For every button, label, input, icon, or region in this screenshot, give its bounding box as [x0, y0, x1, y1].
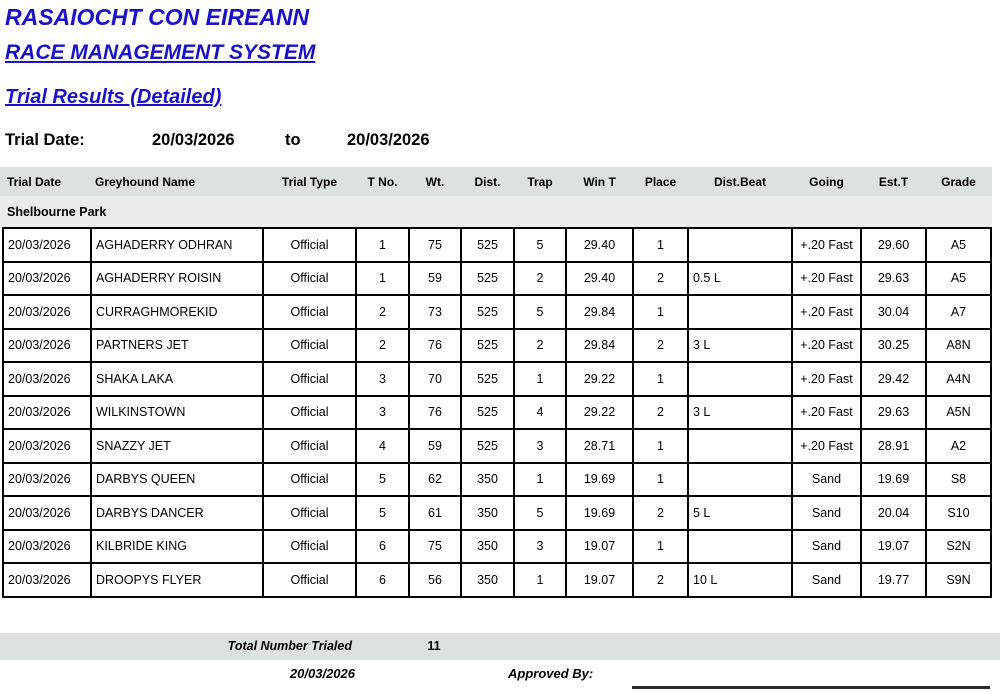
cell-trial-type: Official	[263, 262, 356, 296]
cell-trap: 1	[514, 362, 566, 396]
cell-place: 1	[633, 362, 688, 396]
footer-date: 20/03/2026	[289, 666, 355, 681]
col-header-est-t: Est.T	[878, 174, 909, 189]
cell-trial-type: Official	[263, 563, 356, 597]
cell-greyhound-name: DARBYS DANCER	[91, 496, 263, 530]
col-header-dist-beat: Dist.Beat	[713, 174, 766, 189]
col-header-going: Going	[809, 174, 844, 189]
cell-t-no: 3	[356, 396, 409, 430]
cell-grade: A5N	[926, 396, 991, 430]
cell-going: Sand	[792, 563, 861, 597]
cell-win-t: 29.22	[566, 362, 633, 396]
cell-win-t: 29.84	[566, 329, 633, 363]
cell-dist-beat	[688, 530, 792, 564]
cell-est-t: 29.63	[861, 396, 926, 430]
cell-trial-date: 20/03/2026	[3, 496, 91, 530]
cell-t-no: 2	[356, 329, 409, 363]
cell-dist-beat	[688, 429, 792, 463]
cell-place: 1	[633, 530, 688, 564]
cell-going: Sand	[792, 530, 861, 564]
cell-trap: 5	[514, 496, 566, 530]
cell-going: +.20 Fast	[792, 329, 861, 363]
cell-est-t: 19.69	[861, 463, 926, 497]
table-row	[3, 295, 991, 329]
cell-greyhound-name: CURRAGHMOREKID	[91, 295, 263, 329]
cell-win-t: 19.07	[566, 530, 633, 564]
cell-win-t: 29.40	[566, 262, 633, 296]
cell-trap: 1	[514, 563, 566, 597]
cell-trap: 5	[514, 295, 566, 329]
col-header-wt: Wt.	[425, 174, 445, 189]
cell-dist-beat: 10 L	[688, 563, 792, 597]
cell-trial-type: Official	[263, 396, 356, 430]
cell-dist-beat	[688, 295, 792, 329]
cell-grade: S10	[926, 496, 991, 530]
cell-win-t: 19.07	[566, 563, 633, 597]
trial-date-from-value: 20/03/2026	[152, 131, 235, 149]
cell-dist: 525	[461, 262, 514, 296]
cell-trap: 4	[514, 396, 566, 430]
cell-trial-date: 20/03/2026	[3, 362, 91, 396]
cell-place: 1	[633, 228, 688, 262]
table-row	[3, 496, 991, 530]
cell-place: 2	[633, 262, 688, 296]
cell-grade: A7	[926, 295, 991, 329]
cell-trial-type: Official	[263, 362, 356, 396]
table-row	[3, 463, 991, 497]
cell-est-t: 19.77	[861, 563, 926, 597]
cell-place: 2	[633, 563, 688, 597]
cell-going: +.20 Fast	[792, 295, 861, 329]
cell-dist-beat	[688, 362, 792, 396]
cell-grade: A2	[926, 429, 991, 463]
table-row	[3, 396, 991, 430]
table-row	[3, 563, 991, 597]
cell-est-t: 30.25	[861, 329, 926, 363]
cell-place: 1	[633, 463, 688, 497]
cell-dist: 525	[461, 228, 514, 262]
cell-place: 2	[633, 329, 688, 363]
cell-greyhound-name: SNAZZY JET	[91, 429, 263, 463]
cell-grade: A8N	[926, 329, 991, 363]
cell-trial-date: 20/03/2026	[3, 463, 91, 497]
cell-grade: S2N	[926, 530, 991, 564]
cell-place: 2	[633, 496, 688, 530]
cell-trial-date: 20/03/2026	[3, 429, 91, 463]
cell-trap: 2	[514, 262, 566, 296]
cell-grade: A5	[926, 262, 991, 296]
table-row	[3, 429, 991, 463]
cell-greyhound-name: AGHADERRY ODHRAN	[91, 228, 263, 262]
cell-greyhound-name: KILBRIDE KING	[91, 530, 263, 564]
totals-bar	[0, 633, 1000, 660]
trial-results-table	[2, 167, 992, 598]
cell-wt: 62	[409, 463, 461, 497]
cell-t-no: 5	[356, 496, 409, 530]
cell-wt: 59	[409, 429, 461, 463]
table-row	[3, 329, 991, 363]
cell-greyhound-name: PARTNERS JET	[91, 329, 263, 363]
cell-win-t: 29.40	[566, 228, 633, 262]
trial-date-to-word: to	[285, 131, 301, 149]
cell-greyhound-name: AGHADERRY ROISIN	[91, 262, 263, 296]
cell-t-no: 1	[356, 262, 409, 296]
cell-dist: 350	[461, 496, 514, 530]
cell-place: 1	[633, 429, 688, 463]
track-name: Shelbourne Park	[7, 204, 107, 219]
cell-dist: 525	[461, 396, 514, 430]
cell-trial-type: Official	[263, 228, 356, 262]
table-row	[3, 530, 991, 564]
track-row	[3, 196, 991, 228]
cell-wt: 59	[409, 262, 461, 296]
cell-going: +.20 Fast	[792, 228, 861, 262]
cell-trap: 3	[514, 429, 566, 463]
cell-trap: 5	[514, 228, 566, 262]
cell-dist-beat: 3 L	[688, 329, 792, 363]
cell-trial-date: 20/03/2026	[3, 295, 91, 329]
total-trialed-label: Total Number Trialed	[227, 639, 352, 653]
org-title: RASAIOCHT CON EIREANN	[5, 4, 310, 30]
col-header-t-no: T No.	[367, 174, 398, 189]
cell-greyhound-name: DARBYS QUEEN	[91, 463, 263, 497]
cell-est-t: 29.42	[861, 362, 926, 396]
cell-t-no: 6	[356, 530, 409, 564]
cell-going: +.20 Fast	[792, 429, 861, 463]
col-header-greyhound-name: Greyhound Name	[95, 174, 196, 189]
system-title: RACE MANAGEMENT SYSTEM	[5, 41, 316, 64]
cell-dist-beat: 0.5 L	[688, 262, 792, 296]
trial-date-to-value: 20/03/2026	[347, 131, 430, 149]
cell-dist: 525	[461, 429, 514, 463]
cell-greyhound-name: WILKINSTOWN	[91, 396, 263, 430]
cell-grade: A5	[926, 228, 991, 262]
cell-trial-type: Official	[263, 496, 356, 530]
cell-dist: 525	[461, 295, 514, 329]
cell-grade: A4N	[926, 362, 991, 396]
cell-greyhound-name: DROOPYS FLYER	[91, 563, 263, 597]
signature-line	[632, 686, 990, 689]
cell-going: +.20 Fast	[792, 262, 861, 296]
cell-win-t: 19.69	[566, 463, 633, 497]
cell-wt: 75	[409, 228, 461, 262]
cell-est-t: 28.91	[861, 429, 926, 463]
cell-dist: 525	[461, 362, 514, 396]
cell-trial-type: Official	[263, 329, 356, 363]
cell-dist: 350	[461, 463, 514, 497]
cell-t-no: 1	[356, 228, 409, 262]
trial-date-filter-label: Trial Date:	[5, 131, 85, 149]
cell-win-t: 29.22	[566, 396, 633, 430]
cell-trial-type: Official	[263, 463, 356, 497]
cell-t-no: 5	[356, 463, 409, 497]
cell-est-t: 30.04	[861, 295, 926, 329]
cell-place: 1	[633, 295, 688, 329]
cell-est-t: 29.60	[861, 228, 926, 262]
cell-grade: S8	[926, 463, 991, 497]
results-body	[3, 228, 991, 597]
cell-trial-date: 20/03/2026	[3, 396, 91, 430]
cell-going: Sand	[792, 463, 861, 497]
cell-est-t: 20.04	[861, 496, 926, 530]
table-row	[3, 362, 991, 396]
table-row	[3, 262, 991, 296]
approved-by-label: Approved By:	[508, 666, 594, 681]
col-header-grade: Grade	[941, 174, 976, 189]
cell-trial-date: 20/03/2026	[3, 228, 91, 262]
cell-t-no: 2	[356, 295, 409, 329]
cell-est-t: 19.07	[861, 530, 926, 564]
col-header-dist: Dist.	[474, 174, 501, 189]
cell-trial-type: Official	[263, 429, 356, 463]
cell-t-no: 6	[356, 563, 409, 597]
cell-dist-beat: 5 L	[688, 496, 792, 530]
cell-dist: 350	[461, 530, 514, 564]
col-header-trap: Trap	[527, 174, 553, 189]
cell-trial-type: Official	[263, 530, 356, 564]
cell-trial-date: 20/03/2026	[3, 329, 91, 363]
cell-dist-beat: 3 L	[688, 396, 792, 430]
report-title: Trial Results (Detailed)	[5, 86, 222, 108]
table-row	[3, 228, 991, 262]
cell-wt: 73	[409, 295, 461, 329]
cell-dist: 350	[461, 563, 514, 597]
cell-wt: 76	[409, 329, 461, 363]
cell-trial-date: 20/03/2026	[3, 563, 91, 597]
cell-t-no: 3	[356, 362, 409, 396]
col-header-win-t: Win T	[583, 174, 616, 189]
col-header-trial-type: Trial Type	[281, 174, 338, 189]
cell-greyhound-name: SHAKA LAKA	[91, 362, 263, 396]
cell-win-t: 29.84	[566, 295, 633, 329]
cell-going: +.20 Fast	[792, 362, 861, 396]
cell-wt: 70	[409, 362, 461, 396]
cell-wt: 75	[409, 530, 461, 564]
cell-wt: 76	[409, 396, 461, 430]
cell-trial-type: Official	[263, 295, 356, 329]
column-header-row	[3, 167, 991, 196]
cell-place: 2	[633, 396, 688, 430]
cell-dist: 525	[461, 329, 514, 363]
cell-wt: 61	[409, 496, 461, 530]
cell-trap: 2	[514, 329, 566, 363]
cell-grade: S9N	[926, 563, 991, 597]
cell-wt: 56	[409, 563, 461, 597]
cell-win-t: 28.71	[566, 429, 633, 463]
trial-date-filter	[0, 131, 1000, 153]
cell-est-t: 29.63	[861, 262, 926, 296]
col-header-place: Place	[644, 174, 677, 189]
cell-trap: 1	[514, 463, 566, 497]
total-trialed-value: 11	[427, 639, 441, 653]
cell-trial-date: 20/03/2026	[3, 262, 91, 296]
cell-trap: 3	[514, 530, 566, 564]
cell-going: +.20 Fast	[792, 396, 861, 430]
cell-going: Sand	[792, 496, 861, 530]
cell-win-t: 19.69	[566, 496, 633, 530]
cell-dist-beat	[688, 228, 792, 262]
cell-dist-beat	[688, 463, 792, 497]
col-header-trial-date: Trial Date	[7, 174, 62, 189]
cell-trial-date: 20/03/2026	[3, 530, 91, 564]
cell-t-no: 4	[356, 429, 409, 463]
